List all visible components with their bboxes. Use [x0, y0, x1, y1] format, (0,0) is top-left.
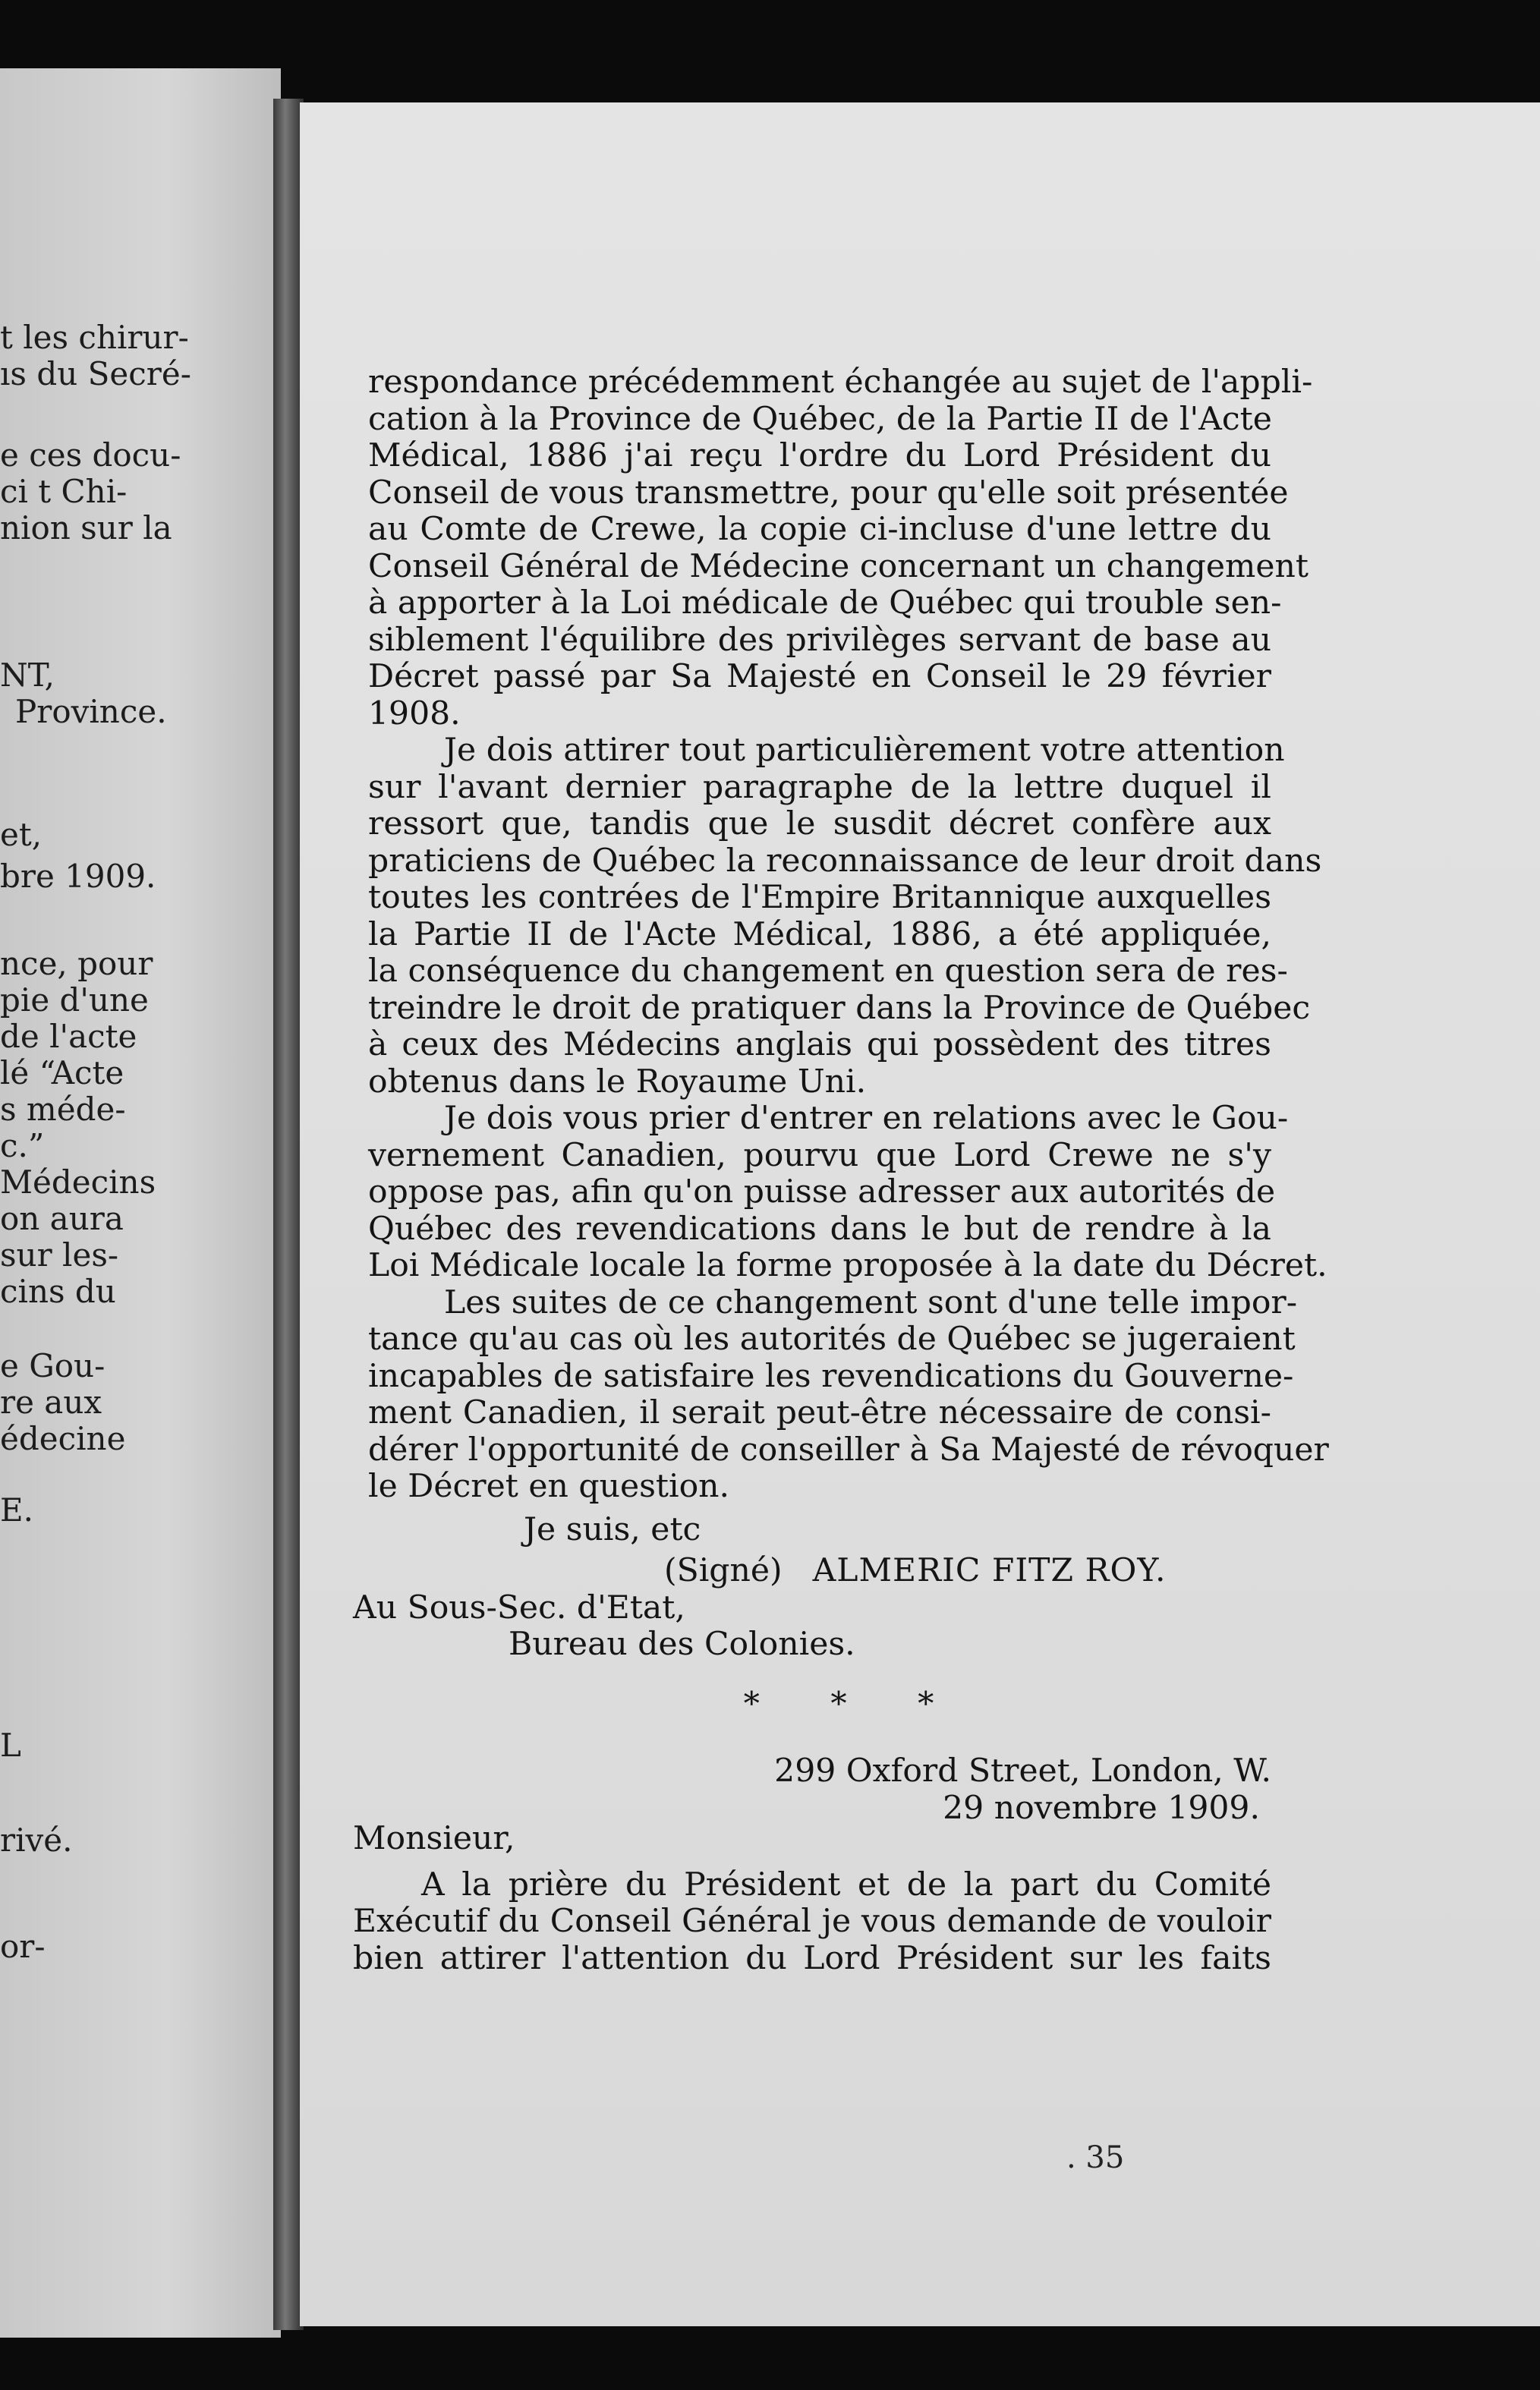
left-fragment: pie d'une — [0, 981, 149, 1019]
book-binding-gutter — [273, 99, 304, 2330]
left-fragment: édecine — [0, 1420, 126, 1457]
text-line: la conséquence du changement en question sera de res- — [368, 953, 1288, 990]
letter2-salutation: Monsieur, — [353, 1820, 515, 1857]
letter2-paragraph — [353, 1867, 1271, 1978]
text-line: Loi Médicale locale la forme proposée à la date du Décret. — [368, 1247, 1327, 1284]
addressee-line-2: Bureau des Colonies. — [509, 1626, 855, 1663]
text-line: oppose pas, afin qu'on puisse adresser aux autorités de — [368, 1173, 1276, 1211]
text-line: dérer l'opportunité de conseiller à Sa Majesté de révoquer — [368, 1431, 1329, 1469]
text-line: obtenus dans le Royaume Uni. — [368, 1063, 867, 1101]
left-fragment: L — [0, 1727, 21, 1764]
text-line: à apporter à la Loi médicale de Québec qui trouble sen- — [368, 584, 1282, 622]
text-line: ressort que, tandis que le susdit décret confère aux — [368, 805, 1271, 842]
letter2-date: 29 novembre 1909. — [943, 1789, 1260, 1827]
text-line: au Comte de Crewe, la copie ci-incluse d'une lettre du — [368, 511, 1271, 548]
text-line: le Décret en question. — [368, 1468, 730, 1505]
left-fragment: re aux — [0, 1384, 102, 1421]
signature-name: ALMERIC FITZ ROY. — [812, 1552, 1167, 1589]
text-line: incapables de satisfaire les revendications du Gouverne- — [368, 1357, 1294, 1395]
left-fragment: rivé. — [0, 1822, 73, 1859]
text-line: ment Canadien, il serait peut-être nécessaire de consi- — [368, 1394, 1271, 1431]
text-line: Exécutif du Conseil Général je vous demande de vouloir — [353, 1903, 1271, 1940]
text-line: Conseil Général de Médecine concernant un changement — [368, 547, 1309, 585]
page-number: . 35 — [1066, 2140, 1125, 2175]
text-line: Conseil de vous transmettre, pour qu'elle soit présentée — [368, 474, 1289, 512]
text-line: tance qu'au cas où les autorités de Québec se jugeraient — [368, 1321, 1296, 1358]
letter2-address: 299 Oxford Street, London, W. — [774, 1752, 1271, 1790]
left-fragment: cins du — [0, 1273, 116, 1310]
left-fragment: bre 1909. — [0, 858, 156, 895]
text-line: cation à la Province de Québec, de la Partie II de l'Acte — [368, 400, 1272, 438]
left-fragment: NT, — [0, 657, 55, 694]
closing-phrase: Je suis, etc — [524, 1510, 701, 1548]
signed-label: (Signé) — [664, 1552, 783, 1589]
main-page — [300, 102, 1540, 2326]
left-fragment: et, — [0, 816, 43, 853]
left-fragment: e Gou- — [0, 1347, 106, 1384]
paragraph-1 — [368, 364, 1313, 732]
left-facing-page — [0, 68, 281, 2338]
left-fragment: or- — [0, 1928, 46, 1965]
left-fragment: t les chirur- — [0, 319, 189, 356]
text-line: à ceux des Médecins anglais qui possèdent des titres — [368, 1026, 1271, 1063]
left-fragment: e ces docu- — [0, 436, 181, 474]
left-fragment: ci t Chi- — [0, 473, 128, 510]
text-line: vernement Canadien, pourvu que Lord Crewe ne s'y — [368, 1136, 1271, 1174]
text-line: toutes les contrées de l'Empire Britannique auxquelles — [368, 879, 1271, 916]
left-fragment: Médecins — [0, 1164, 156, 1201]
left-fragment: on aura — [0, 1200, 124, 1237]
letter-text — [353, 364, 1329, 1977]
text-line: sur l'avant dernier paragraphe de la lettre duquel il — [368, 768, 1271, 806]
text-line: A la prière du Président et de la part du Comité — [421, 1866, 1271, 1903]
text-line: Médical, 1886 j'ai reçu l'ordre du Lord Président du — [368, 437, 1271, 474]
left-fragment: c.” — [0, 1127, 45, 1164]
section-separator: * * * — [743, 1685, 965, 1723]
left-fragment: E. — [0, 1491, 34, 1529]
left-fragment: Province. — [15, 693, 167, 730]
paragraph-2 — [368, 732, 1322, 1101]
text-line: 1908. — [368, 694, 461, 732]
text-line: Québec des revendications dans le but de rendre à la — [368, 1210, 1271, 1248]
text-line: praticiens de Québec la reconnaissance de leur droit dans — [368, 842, 1322, 880]
signature-line — [368, 1553, 1271, 1590]
paragraph-4 — [368, 1283, 1329, 1506]
text-line: Les suites de ce changement sont d'une telle impor- — [444, 1283, 1298, 1321]
left-fragment: s méde- — [0, 1091, 126, 1128]
paragraph-3 — [368, 1100, 1327, 1285]
left-fragment: lé “Acte — [0, 1054, 124, 1091]
text-line: Je dois vous prier d'entrer en relations avec le Gou- — [444, 1100, 1289, 1137]
addressee-line-1: Au Sous-Sec. d'Etat, — [353, 1589, 685, 1626]
text-line: siblement l'équilibre des privilèges servant de base au — [368, 621, 1271, 659]
text-line: bien attirer l'attention du Lord Président sur les faits — [353, 1939, 1271, 1977]
text-line: treindre le droit de pratiquer dans la Province de Québec — [368, 989, 1311, 1027]
left-fragment: ıs du Secré- — [0, 355, 191, 392]
left-fragment: nce, pour — [0, 945, 153, 982]
text-line: respondance précédemment échangée au sujet de l'appli- — [368, 364, 1313, 401]
text-line: Je dois attirer tout particulièrement votre attention — [444, 732, 1285, 769]
left-fragment: sur les- — [0, 1236, 119, 1274]
left-fragment: nion sur la — [0, 509, 172, 546]
left-fragment: de l'acte — [0, 1018, 137, 1055]
text-line: Décret passé par Sa Majesté en Conseil le 29 février — [368, 658, 1271, 695]
text-line: la Partie II de l'Acte Médical, 1886, a été appliquée, — [368, 915, 1271, 953]
